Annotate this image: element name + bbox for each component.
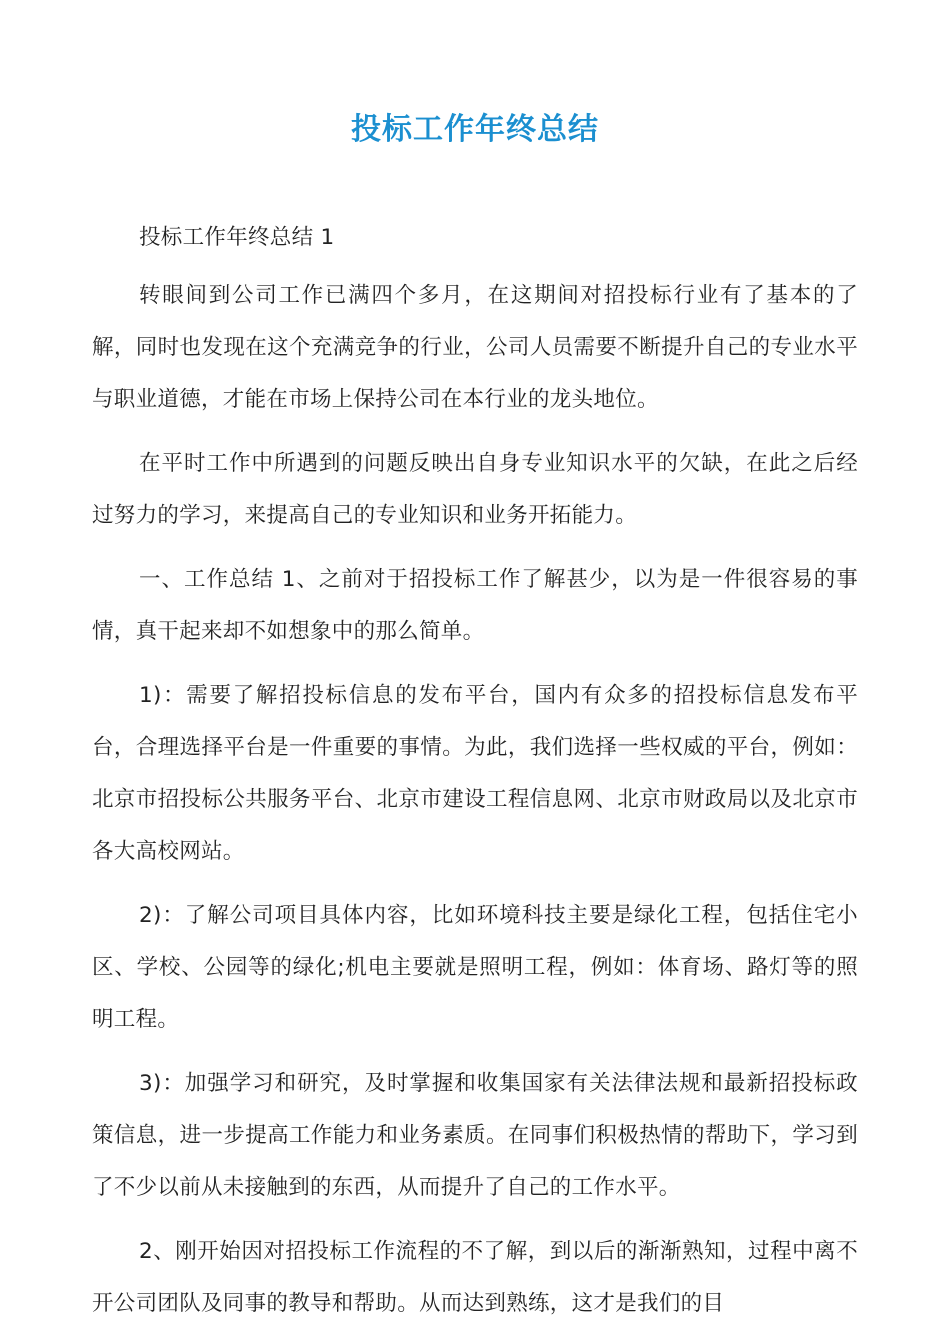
document-body [92, 218, 858, 1342]
paragraph-3: 一、工作总结 1、之前对于招投标工作了解甚少，以为是一件很容易的事情，真干起来却不如想象中的那么简单。 [92, 567, 858, 644]
paragraph-6: 3)：加强学习和研究，及时掌握和收集国家有关法律法规和最新招投标政策信息，进一步提高工作能力和业务素质。在同事们积极热情的帮助下，学习到了不少以前从未接触到的东西，从而提升了自己的工作水平。 [92, 1071, 858, 1200]
paragraph-5: 2)：了解公司项目具体内容，比如环境科技主要是绿化工程，包括住宅小区、学校、公园等的绿化;机电主要就是照明工程，例如：体育场、路灯等的照明工程。 [92, 903, 858, 1032]
paragraph-1: 转眼间到公司工作已满四个多月，在这期间对招投标行业有了基本的了解，同时也发现在这个充满竞争的行业，公司人员需要不断提升自己的专业水平与职业道德，才能在市场上保持公司在本行业的龙头地位。 [92, 283, 858, 412]
paragraph-7: 2、刚开始因对招投标工作流程的不了解，到以后的渐渐熟知，过程中离不开公司团队及同事的教导和帮助。从而达到熟练，这才是我们的目 [92, 1239, 858, 1316]
document-title: 投标工作年终总结 [351, 112, 599, 147]
paragraph-4: 1)：需要了解招投标信息的发布平台，国内有众多的招投标信息发布平台，合理选择平台是一件重要的事情。为此，我们选择一些权威的平台，例如：北京市招投标公共服务平台、北京市建设工程信息网、北京市财政局以及北京市各大高校网站。 [92, 683, 858, 864]
paragraph-2: 在平时工作中所遇到的问题反映出自身专业知识水平的欠缺，在此之后经过努力的学习，来提高自己的专业知识和业务开拓能力。 [92, 451, 858, 528]
section-heading: 投标工作年终总结 1 [139, 225, 335, 250]
